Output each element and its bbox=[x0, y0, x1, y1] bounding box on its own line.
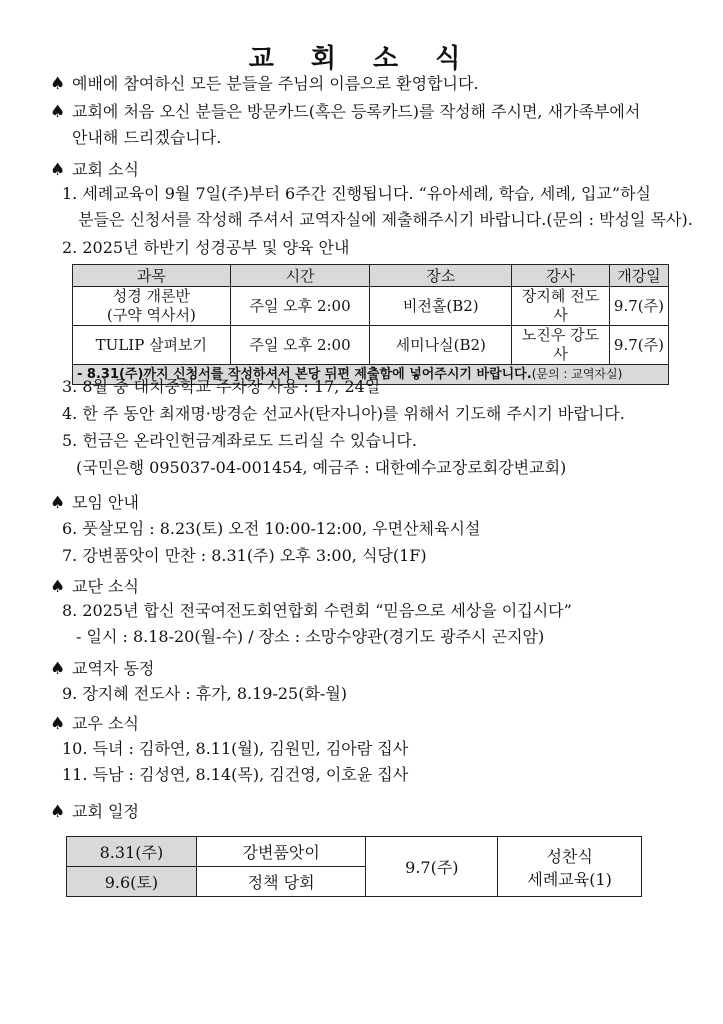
note-contact: (문의 : 교역자실) bbox=[531, 367, 623, 381]
header-teacher: 강사 bbox=[512, 265, 610, 287]
news-item-1: 1. 세례교육이 9월 7일(주)부터 6주간 진행됩니다. “유아세례, 학습, 세례, 입교”하실 bbox=[62, 184, 651, 203]
table-row bbox=[73, 326, 669, 365]
header-time: 시간 bbox=[230, 265, 370, 287]
spade-icon: ♠ bbox=[50, 493, 66, 513]
cell-start: 9.7(주) bbox=[609, 287, 668, 326]
intro-welcome: 예배에 참여하신 모든 분들을 주님의 이름으로 환영합니다. bbox=[72, 74, 479, 93]
schedule-event-line: 세례교육(1) bbox=[527, 869, 612, 889]
table-row bbox=[67, 837, 642, 867]
page-title: 교 회 소 식 bbox=[248, 44, 475, 74]
spade-icon: ♠ bbox=[50, 577, 66, 597]
meeting-item-7: 7. 강변품앗이 만찬 : 8.31(주) 오후 3:00, 식당(1F) bbox=[62, 546, 427, 565]
denomination-item-8-detail: - 일시 : 8.18-20(월-수) / 장소 : 소망수양관(경기도 광주시 곤지암) bbox=[76, 627, 545, 646]
cell-subject: TULIP 살펴보기 bbox=[73, 326, 231, 365]
header-place: 장소 bbox=[370, 265, 512, 287]
section-title: 교역자 동정 bbox=[72, 659, 155, 678]
study-table-header bbox=[73, 265, 669, 287]
section-church-news bbox=[50, 159, 139, 181]
spade-icon: ♠ bbox=[50, 659, 66, 679]
schedule-event-line: 성찬식 bbox=[546, 846, 593, 866]
cell-place: 세미나실(B2) bbox=[370, 326, 512, 365]
news-item-5: 5. 헌금은 온라인헌금계좌로도 드리실 수 있습니다. bbox=[62, 431, 417, 450]
intro-visitor-cont: 안내해 드리겠습니다. bbox=[72, 128, 222, 147]
spade-icon: ♠ bbox=[50, 74, 66, 94]
subject-sub: (구약 역사서) bbox=[106, 306, 196, 324]
spade-icon: ♠ bbox=[50, 802, 66, 822]
member-item-11: 11. 득남 : 김성연, 8.14(목), 김건영, 이호윤 집사 bbox=[62, 765, 409, 784]
spade-icon: ♠ bbox=[50, 102, 66, 122]
section-meetings bbox=[50, 492, 139, 514]
schedule-event: 정책 당회 bbox=[196, 867, 366, 897]
intro-visitor: 교회에 처음 오신 분들은 방문카드(혹은 등록카드)를 작성해 주시면, 새가족부에서 bbox=[72, 102, 641, 121]
spade-icon: ♠ bbox=[50, 714, 66, 734]
cell-time: 주일 오후 2:00 bbox=[230, 326, 370, 365]
section-title: 교우 소식 bbox=[72, 714, 139, 733]
section-title: 교회 소식 bbox=[72, 160, 139, 179]
news-item-3: 3. 8월 중 대치중학교 주차장 사용 : 17, 24일 bbox=[62, 377, 381, 396]
news-item-1-cont: 분들은 신청서를 작성해 주셔서 교역자실에 제출해주시기 바랍니다.(문의 : 박성일 목사). bbox=[78, 210, 693, 229]
schedule-event: 강변품앗이 bbox=[196, 837, 366, 867]
cell-time: 주일 오후 2:00 bbox=[230, 287, 370, 326]
meeting-item-6: 6. 풋살모임 : 8.23(토) 오전 10:00-12:00, 우면산체육시설 bbox=[62, 519, 481, 538]
schedule-date: 9.7(주) bbox=[366, 837, 498, 897]
staff-item-9: 9. 장지혜 전도사 : 휴가, 8.19-25(화-월) bbox=[62, 684, 348, 703]
spade-icon: ♠ bbox=[50, 160, 66, 180]
cell-subject bbox=[73, 287, 231, 326]
denomination-item-8: 8. 2025년 합신 전국여전도회연합회 수련회 “믿음으로 세상을 이깁시다” bbox=[62, 601, 572, 620]
intro-line-1 bbox=[50, 73, 479, 95]
section-staff bbox=[50, 658, 154, 680]
schedule-event bbox=[498, 837, 642, 897]
header-start: 개강일 bbox=[609, 265, 668, 287]
intro-line-2 bbox=[50, 101, 640, 123]
cell-teacher: 노진우 강도사 bbox=[512, 326, 610, 365]
news-item-4: 4. 한 주 동안 최재명·방경순 선교사(탄자니아)를 위해서 기도해 주시기 바랍니다. bbox=[62, 404, 625, 423]
schedule-table bbox=[66, 836, 642, 897]
member-item-10: 10. 득녀 : 김하연, 8.11(월), 김원민, 김아람 집사 bbox=[62, 739, 409, 758]
schedule-date: 8.31(주) bbox=[67, 837, 197, 867]
subject-title: 성경 개론반 bbox=[112, 287, 190, 305]
news-item-5-account: (국민은행 095037-04-001454, 예금주 : 대한예수교장로회강변교회) bbox=[76, 458, 567, 477]
table-row bbox=[73, 287, 669, 326]
section-schedule bbox=[50, 801, 139, 823]
cell-teacher: 장지혜 전도사 bbox=[512, 287, 610, 326]
section-denomination bbox=[50, 576, 139, 598]
header-subject: 과목 bbox=[73, 265, 231, 287]
cell-start: 9.7(주) bbox=[609, 326, 668, 365]
news-item-2: 2. 2025년 하반기 성경공부 및 양육 안내 bbox=[62, 238, 350, 257]
section-title: 교단 소식 bbox=[72, 577, 139, 596]
note-text: - 8.31(주)까지 신청서를 작성하셔서 본당 뒤편 제출함에 넣어주시기 바랍니다. bbox=[77, 367, 532, 382]
section-members bbox=[50, 713, 139, 735]
cell-place: 비전홀(B2) bbox=[370, 287, 512, 326]
section-title: 모임 안내 bbox=[72, 493, 139, 512]
schedule-date: 9.6(토) bbox=[67, 867, 197, 897]
section-title: 교회 일정 bbox=[72, 802, 139, 821]
study-table bbox=[72, 264, 669, 385]
